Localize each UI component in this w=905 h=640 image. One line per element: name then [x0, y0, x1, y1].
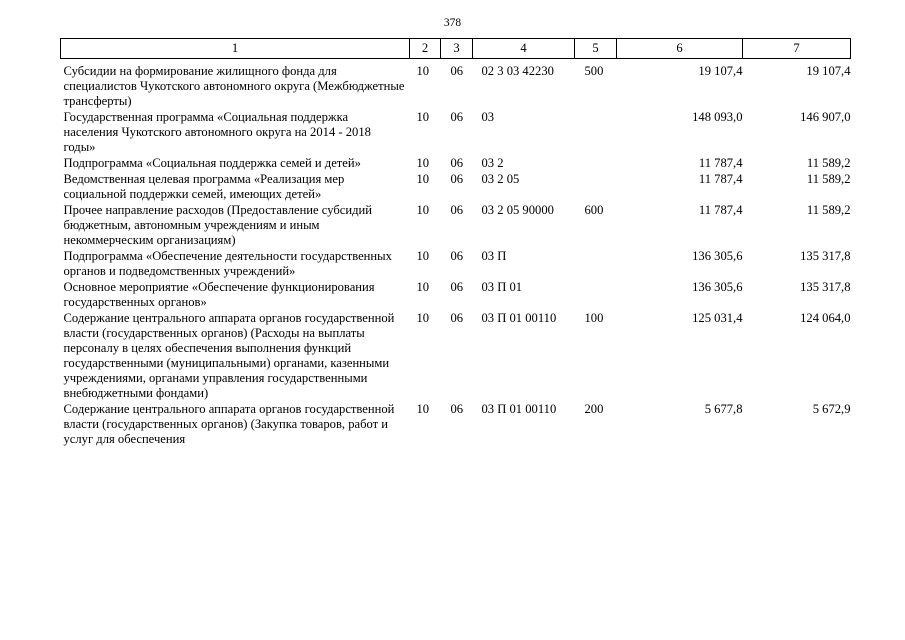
row-amount-b: 146 907,0 — [800, 110, 851, 124]
header-col-amount-b: 7 — [743, 39, 851, 59]
table-row — [61, 110, 851, 156]
row-amount-b: 135 317,8 — [800, 280, 851, 294]
row-subsection: 06 — [450, 172, 464, 186]
table-row — [61, 311, 851, 402]
header-col-subsection: 3 — [441, 39, 473, 59]
row-target: 03 П 01 00110 — [481, 402, 557, 416]
row-section: 10 — [416, 402, 430, 416]
row-amount-a: 136 305,6 — [692, 280, 743, 294]
row-amount-b: 11 589,2 — [806, 156, 851, 170]
table-row — [61, 402, 851, 448]
row-amount-b: 11 589,2 — [806, 203, 851, 217]
row-name: Подпрограмма «Обеспечение деятельности государственных органов и подведомственных учреждений» — [63, 249, 392, 278]
row-expense-type: 600 — [584, 203, 604, 217]
row-name: Подпрограмма «Социальная поддержка семей и детей» — [63, 156, 361, 170]
row-section: 10 — [416, 110, 430, 124]
row-expense-type — [575, 156, 617, 172]
table-row — [61, 203, 851, 249]
row-name: Содержание центрального аппарата органов государственной власти (государственных органов) (Закупка товаров, работ и услуг для обеспечения — [63, 402, 395, 446]
row-expense-type: 500 — [584, 64, 604, 78]
table-body — [61, 59, 851, 449]
row-subsection: 06 — [450, 64, 464, 78]
row-section: 10 — [416, 64, 430, 78]
page-number: 378 — [443, 17, 462, 29]
row-amount-a: 136 305,6 — [692, 249, 743, 263]
table-row — [61, 172, 851, 203]
row-section: 10 — [416, 203, 430, 217]
row-subsection: 06 — [450, 402, 464, 416]
row-amount-a: 11 787,4 — [698, 203, 743, 217]
row-amount-b: 11 589,2 — [806, 172, 851, 186]
row-subsection: 06 — [450, 203, 464, 217]
table-row — [61, 59, 851, 111]
row-section: 10 — [416, 156, 430, 170]
row-section: 10 — [416, 249, 430, 263]
row-target: 03 2 05 — [481, 172, 520, 186]
row-target: 03 2 05 90000 — [481, 203, 554, 217]
row-amount-b: 135 317,8 — [800, 249, 851, 263]
row-section: 10 — [416, 311, 430, 325]
row-amount-a: 5 677,8 — [704, 402, 743, 416]
table-header — [61, 39, 851, 59]
row-subsection: 06 — [450, 156, 464, 170]
row-name: Ведомственная целевая программа «Реализация мер социальной поддержки семей, имеющих детей» — [63, 172, 345, 201]
table-row — [61, 280, 851, 311]
row-target: 03 П — [481, 249, 507, 263]
row-name: Основное мероприятие «Обеспечение функционирования государственных органов» — [63, 280, 375, 309]
header-row — [61, 39, 851, 59]
row-name: Государственная программа «Социальная поддержка населения Чукотского автономного округа на 2014 - 2018 годы» — [63, 110, 371, 154]
row-subsection: 06 — [450, 249, 464, 263]
row-amount-a: 148 093,0 — [692, 110, 743, 124]
header-col-section: 2 — [410, 39, 441, 59]
row-name: Прочее направление расходов (Предоставление субсидий бюджетным, автономным учреждениям и иным некоммерческим организациям) — [63, 203, 372, 247]
row-amount-a: 11 787,4 — [698, 156, 743, 170]
row-target: 03 П 01 — [481, 280, 523, 294]
row-amount-b: 5 672,9 — [812, 402, 851, 416]
row-target: 03 — [481, 110, 495, 124]
budget-table — [60, 38, 851, 448]
row-amount-b: 19 107,4 — [806, 64, 851, 78]
header-col-target: 4 — [473, 39, 575, 59]
row-section: 10 — [416, 280, 430, 294]
row-amount-a: 19 107,4 — [698, 64, 743, 78]
row-expense-type — [575, 280, 617, 311]
row-amount-a: 11 787,4 — [698, 172, 743, 186]
row-name: Содержание центрального аппарата органов государственной власти (государственных органов) (Расходы на выплаты персоналу в целях обеспечения выполнения функций государственными (муниципальными) органами, казенными учреждениями, органами управления государственными внебюджетными фондами) — [63, 311, 395, 400]
row-expense-type — [575, 249, 617, 280]
row-subsection: 06 — [450, 280, 464, 294]
row-amount-b: 124 064,0 — [800, 311, 851, 325]
row-amount-a: 125 031,4 — [692, 311, 743, 325]
row-name: Субсидии на формирование жилищного фонда для специалистов Чукотского автономного округа (Межбюджетные трансферты) — [63, 64, 405, 108]
row-target: 03 2 — [481, 156, 504, 170]
header-col-expense-type: 5 — [575, 39, 617, 59]
row-target: 02 3 03 42230 — [481, 64, 554, 78]
row-subsection: 06 — [450, 311, 464, 325]
header-col-amount-a: 6 — [617, 39, 743, 59]
row-section: 10 — [416, 172, 430, 186]
row-expense-type: 200 — [584, 402, 604, 416]
row-subsection: 06 — [450, 110, 464, 124]
row-expense-type: 100 — [584, 311, 604, 325]
table-row — [61, 156, 851, 172]
row-expense-type — [575, 110, 617, 156]
row-target: 03 П 01 00110 — [481, 311, 557, 325]
header-col-name: 1 — [61, 39, 410, 59]
row-expense-type — [575, 172, 617, 203]
table-row — [61, 249, 851, 280]
